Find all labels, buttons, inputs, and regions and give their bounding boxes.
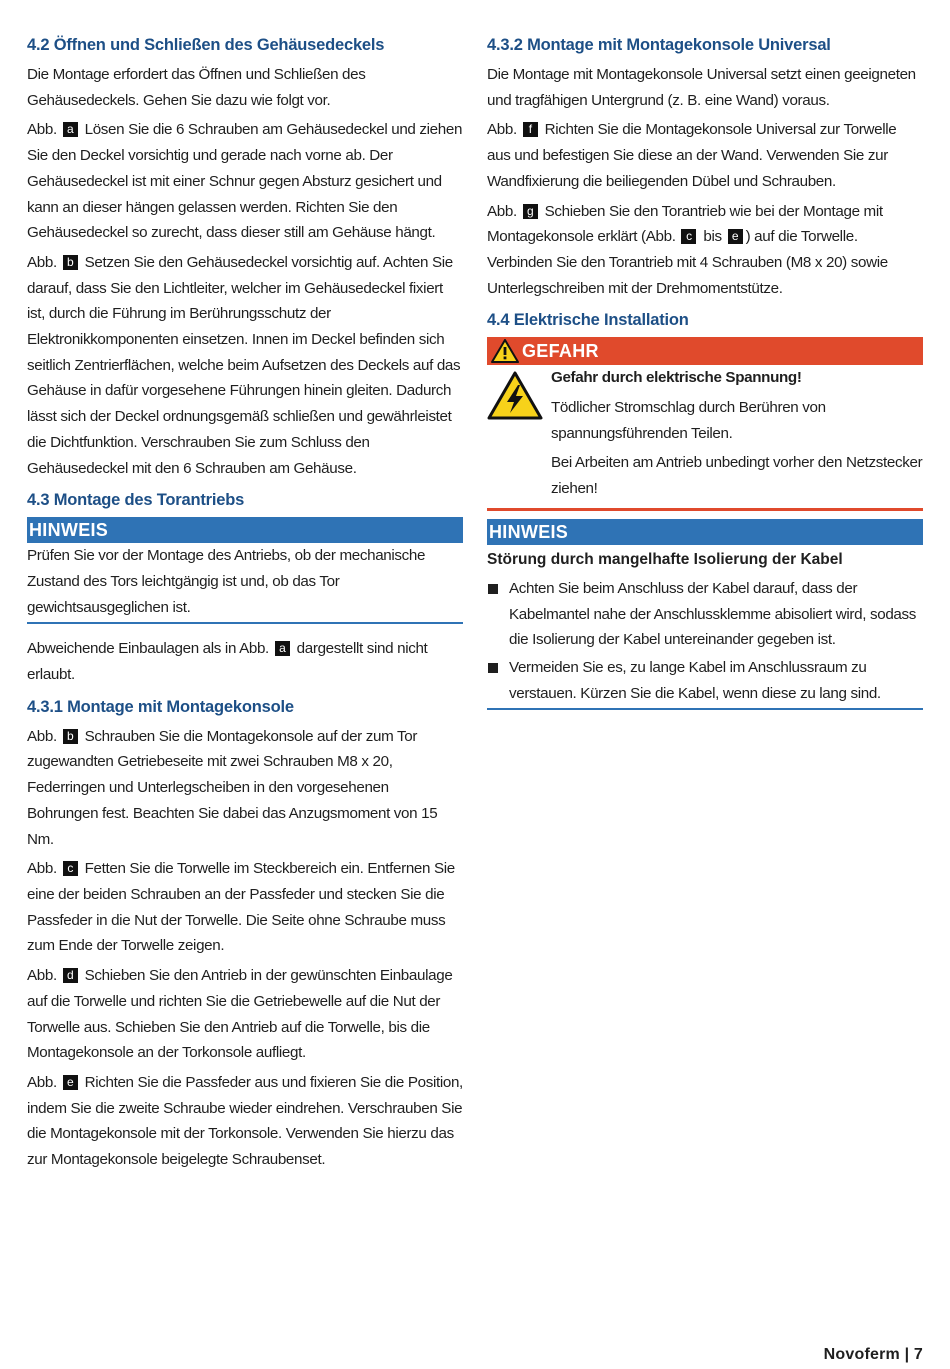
step-text: Lösen Sie die 6 Schrauben am Gehäusedeckel und ziehen Sie den Deckel vorsichtig und gerade nach vorne ab. Der Gehäusedeckel ist mit einer Schnur gegen Absturz gesichert und kann an dieser hängen gelassen werden. Richten Sie den Gehäusedeckel so zurecht, dass dieser still am Gehäuse hängt. <box>27 121 463 242</box>
einbaulage-note <box>27 636 463 687</box>
hinweis-label-2: HINWEIS <box>487 519 923 545</box>
section-4-3-1-title: 4.3.1 Montage mit Montagekonsole <box>27 697 294 716</box>
abb-prefix: Abb. <box>487 121 517 139</box>
right-column <box>487 34 923 722</box>
list-item <box>487 576 923 655</box>
step-b-paragraph <box>27 250 463 481</box>
abb-prefix: Abb. <box>27 253 57 271</box>
figure-tag-c: c <box>63 861 78 876</box>
step-text: Setzen Sie den Gehäusedeckel vorsichtig auf. Achten Sie darauf, dass Sie den Lichtleiter, welcher im Gehäusedeckel fixiert ist, durch die Führung im Berührungsschutz der Elektronikkomponenten einsetzen. Innen im Deckel befinden sich seitlich Zentrierflächen, welche beim Aufsetzen des Deckels auf das Gehäuse in dafür vorgesehene Führungen hinein gleiten. Dadurch lässt sich der Deckel ordnungsgemäß schließen und gewährleistet die Dichtfunktion. Verschrauben Sie zum Schluss den Gehäusedeckel mit den 6 Schrauben am Gehäuse. <box>27 253 461 477</box>
note-pre: Abweichende Einbaulagen als in Abb. <box>27 640 269 658</box>
abb-prefix: Abb. <box>487 202 517 220</box>
figure-tag-f: f <box>523 122 538 137</box>
figure-tag-e: e <box>63 1075 78 1090</box>
hinweis-text: Prüfen Sie vor der Montage des Antriebs, ob der mechanische Zustand des Tors leichtgängig ist und, ob das Tor gewichtsausgeglichen ist. <box>27 547 426 616</box>
bullet-text: Achten Sie beim Anschluss der Kabel darauf, dass der Kabelmantel nahe der Anschlussklemme abisoliert wird, sodass die Isolierung der Kabel untereinander gegeben ist. <box>509 579 916 649</box>
step-a-paragraph <box>27 117 463 246</box>
gefahr-text <box>551 365 923 506</box>
list-item <box>487 655 923 708</box>
figure-tag-a: a <box>275 641 290 656</box>
figure-tag-d: d <box>63 968 78 983</box>
step-c-paragraph <box>27 856 463 959</box>
gefahr-text-1: Tödlicher Stromschlag durch Berühren von spannungsführenden Teilen. <box>551 399 826 442</box>
step-d-paragraph <box>27 963 463 1066</box>
section-4-2-title: 4.2 Öffnen und Schließen des Gehäusedeckels <box>27 36 385 54</box>
gefahr-label: GEFAHR <box>522 341 599 362</box>
gefahr-text-2: Bei Arbeiten am Antrieb unbedingt vorher den Netzstecker ziehen! <box>551 454 923 498</box>
high-voltage-icon <box>487 371 543 421</box>
abb-prefix: Abb. <box>27 727 57 745</box>
gefahr-heading: Gefahr durch elektrische Spannung! <box>551 369 802 387</box>
step-text-mid: bis <box>703 228 722 246</box>
step-text: Schieben Sie den Antrieb in der gewünschten Einbaulage auf die Torwelle und richten Sie die Getriebewelle auf die Nut der Torwelle aus. Schieben Sie den Antrieb auf die Torwelle, bis die Montagekonsole an der Torkonsole aufliegt. <box>27 967 453 1062</box>
bullet-square-icon <box>488 663 498 673</box>
section-4-3-2-title: 4.3.2 Montage mit Montagekonsole Universal <box>487 36 831 54</box>
step-text: Fetten Sie die Torwelle im Steckbereich ein. Entfernen Sie eine der beiden Schrauben an der Passfeder und stecken Sie die Passfeder in die Nut der Torwelle. Die Seite ohne Schraube muss zum Ende der Torwelle zeigen. <box>27 860 455 955</box>
warning-triangle-icon <box>491 339 519 363</box>
section-4-3-title: 4.3 Montage des Torantriebs <box>27 491 245 510</box>
figure-tag-g: g <box>523 204 538 219</box>
gefahr-box <box>487 337 923 511</box>
section-4-4-title: 4.4 Elektrische Installation <box>487 311 689 330</box>
hinweis-box-2 <box>487 519 923 711</box>
left-column <box>27 34 463 1177</box>
figure-tag-c: c <box>681 229 696 244</box>
section-4-3-2-intro: Die Montage mit Montagekonsole Universal setzt einen geeigneten und tragfähigen Untergrund (z. B. eine Wand) voraus. <box>487 66 916 109</box>
step-text: Richten Sie die Passfeder aus und fixieren Sie die Position, indem Sie die zweite Schraube wieder eindrehen. Verschrauben Sie die Montagekonsole mit der Torkonsole. Verwenden Sie hierzu das zur Montagekonsole beigelegte Schraubenset. <box>27 1073 463 1169</box>
step-text: Richten Sie die Montagekonsole Universal zur Torwelle aus und befestigen Sie diese an der Wand. Verwenden Sie zur Wandfixierung die beiliegenden Dübel und Schrauben. <box>487 121 897 190</box>
gefahr-icon-wrap <box>487 365 551 506</box>
step-text: Schieben Sie den Torantrieb wie bei der Montage mit Montagekonsole erklärt (Abb. <box>487 202 883 246</box>
hinweis-heading-2: Störung durch mangelhafte Isolierung der Kabel <box>487 550 843 568</box>
step-b-paragraph <box>27 724 463 853</box>
gefahr-bar <box>487 337 923 365</box>
hinweis-box <box>27 517 463 624</box>
figure-tag-b: b <box>63 729 78 744</box>
hinweis-label: HINWEIS <box>27 517 463 543</box>
figure-tag-b: b <box>63 255 78 270</box>
figure-tag-a: a <box>63 122 78 137</box>
abb-prefix: Abb. <box>27 1073 57 1091</box>
step-f-paragraph <box>487 117 923 194</box>
section-4-2-intro: Die Montage erfordert das Öffnen und Schließen des Gehäusedeckels. Gehen Sie dazu wie folgt vor. <box>27 66 366 109</box>
step-g-paragraph <box>487 199 923 302</box>
abb-prefix: Abb. <box>27 121 57 139</box>
bullet-square-icon <box>488 584 498 594</box>
figure-tag-e: e <box>728 229 743 244</box>
step-text: Schrauben Sie die Montagekonsole auf der zum Tor zugewandten Getriebeseite mit zwei Schrauben M8 x 20, Federringen und Unterlegscheiben in den vorgesehenen Bohrungen fest. Beachten Sie dabei das Anzugsmoment von 15 Nm. <box>27 727 438 848</box>
abb-prefix: Abb. <box>27 860 57 878</box>
step-text-end: ) auf die Torwelle. Verbinden Sie den Torantrieb mit 4 Schrauben (M8 x 20) sowie Unterlegschreiben mit der Drehmomentstütze. <box>487 228 888 297</box>
gefahr-body <box>487 365 923 506</box>
note-post: dargestellt sind nicht erlaubt. <box>27 640 428 684</box>
bullet-text: Vermeiden Sie es, zu lange Kabel im Anschlussraum zu verstauen. Kürzen Sie die Kabel, wenn diese zu lang sind. <box>509 658 881 702</box>
page-footer: Novoferm | 7 <box>823 1346 923 1363</box>
abb-prefix: Abb. <box>27 967 57 985</box>
step-e-paragraph <box>27 1070 463 1173</box>
